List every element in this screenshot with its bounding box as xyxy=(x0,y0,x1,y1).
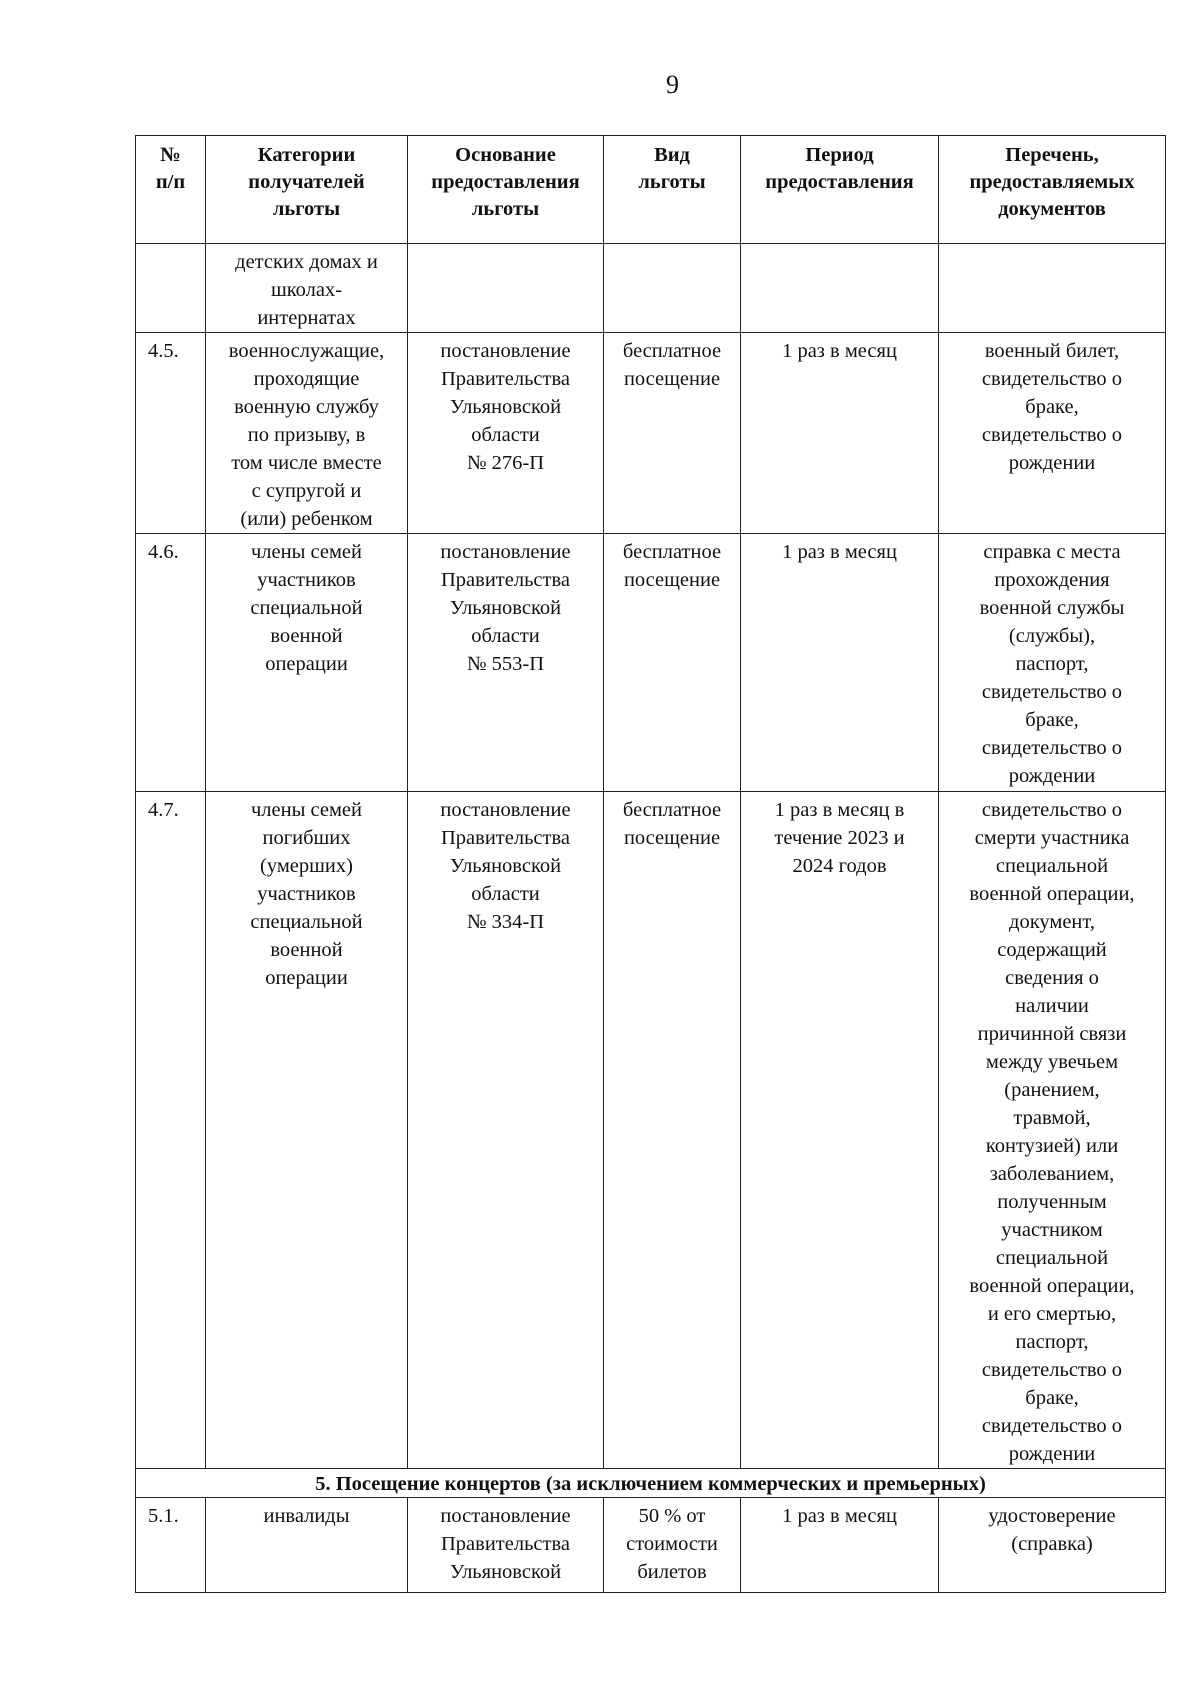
cell-line: стоимости xyxy=(626,1533,718,1555)
cell-line: между увечьем xyxy=(985,1051,1119,1073)
header-category xyxy=(206,136,408,244)
table-header-row xyxy=(136,136,1166,244)
cell-line: бесплатное xyxy=(622,799,722,821)
row-period xyxy=(741,792,939,1469)
cell-line: билетов xyxy=(637,1561,707,1583)
cell-line: (службы), xyxy=(1008,625,1096,647)
cell-line: проходящие xyxy=(253,368,360,390)
cell-line: получателей xyxy=(248,171,365,193)
cell-line: п/п xyxy=(155,171,186,193)
table-row xyxy=(136,534,1166,792)
cell-line: бесплатное xyxy=(622,340,722,362)
cell-line: предоставления xyxy=(431,171,580,193)
cell-line: интернатах xyxy=(257,307,356,329)
cell-line: свидетельство о xyxy=(981,737,1123,759)
row-type xyxy=(604,792,741,1469)
cell-line: Перечень, xyxy=(1005,144,1099,166)
row-documents xyxy=(939,534,1166,792)
row-basis xyxy=(408,792,604,1469)
cell-line: 2024 годов xyxy=(792,855,887,877)
cell-line: браке, xyxy=(1025,396,1079,418)
cell-line: 1 раз в месяц xyxy=(782,541,897,563)
benefits-table xyxy=(135,135,1166,1593)
cell-line: Правительства xyxy=(440,1533,570,1555)
row-period xyxy=(741,244,939,333)
cell-line: посещение xyxy=(623,569,721,591)
cell-line: льготы xyxy=(272,198,341,220)
cell-line: постановление xyxy=(440,340,571,362)
cell-line: прохождения xyxy=(994,569,1110,591)
cell-line: свидетельство о xyxy=(981,799,1123,821)
cell-line: военной xyxy=(270,625,343,647)
cell-line: полученным xyxy=(997,1191,1107,1213)
cell-line: детских домах и xyxy=(235,251,378,273)
cell-line: военной xyxy=(270,939,343,961)
cell-line: удостоверение xyxy=(988,1505,1116,1527)
cell-line: льготы xyxy=(471,198,540,220)
cell-line: свидетельство о xyxy=(981,681,1123,703)
row-documents xyxy=(939,792,1166,1469)
header-type xyxy=(604,136,741,244)
row-num: 4.7. xyxy=(136,792,206,1469)
row-category xyxy=(206,1498,408,1593)
row-type xyxy=(604,534,741,792)
cell-line: Правительства xyxy=(440,827,570,849)
section-5-title: 5. Посещение концертов (за исключением коммерческих и премьерных) xyxy=(136,1469,1166,1498)
cell-line: Правительства xyxy=(440,368,570,390)
cell-line: документ, xyxy=(1009,911,1095,933)
cell-line: 1 раз в месяц xyxy=(782,1505,897,1527)
cell-line: заболеванием, xyxy=(989,1163,1115,1185)
cell-line: погибших xyxy=(262,827,351,849)
cell-line: льготы xyxy=(638,171,706,193)
row-period xyxy=(741,534,939,792)
cell-line: Период xyxy=(805,144,874,166)
cell-line: рождении xyxy=(1008,1443,1096,1465)
table-row xyxy=(136,1498,1166,1593)
header-basis xyxy=(408,136,604,244)
cell-line: паспорт, xyxy=(1015,1331,1089,1353)
cell-line: Основание xyxy=(455,144,556,166)
cell-line: содержащий xyxy=(997,939,1107,961)
row-category xyxy=(206,792,408,1469)
cell-line: операции xyxy=(265,967,348,989)
cell-line: военной операции, xyxy=(969,1275,1135,1297)
header-num xyxy=(136,136,206,244)
cell-line: справка с места xyxy=(983,541,1121,563)
row-type xyxy=(604,333,741,534)
cell-line: травмой, xyxy=(1013,1107,1091,1129)
cell-line: специальной xyxy=(250,911,363,933)
page-number: 9 xyxy=(666,70,679,99)
table-row xyxy=(136,333,1166,534)
cell-line: и его смертью, xyxy=(987,1303,1117,1325)
cell-line: Ульяновской xyxy=(449,855,562,877)
cell-line: свидетельство о xyxy=(981,1359,1123,1381)
table-row xyxy=(136,244,1166,333)
cell-line: бесплатное xyxy=(622,541,722,563)
cell-line: военнослужащие, xyxy=(228,340,385,362)
cell-line: рождении xyxy=(1008,765,1096,787)
header-documents xyxy=(939,136,1166,244)
row-basis xyxy=(408,1498,604,1593)
cell-line: наличии xyxy=(1015,995,1089,1017)
cell-line: посещение xyxy=(623,368,721,390)
cell-line: с супругой и xyxy=(251,480,362,502)
cell-line: Ульяновской xyxy=(449,1561,562,1583)
row-num: 4.5. xyxy=(136,333,206,534)
row-documents xyxy=(939,1498,1166,1593)
cell-line: 50 % от xyxy=(638,1505,706,1527)
cell-line: браке, xyxy=(1025,1387,1079,1409)
cell-line: инвалиды xyxy=(263,1505,350,1527)
cell-line: специальной xyxy=(995,1247,1109,1269)
cell-line: военной операции, xyxy=(969,883,1135,905)
cell-line: Ульяновской xyxy=(449,396,562,418)
cell-line: свидетельство о xyxy=(981,424,1123,446)
cell-line: № xyxy=(160,144,181,166)
cell-line: сведения о xyxy=(1005,967,1099,989)
cell-line: том числе вместе xyxy=(231,452,382,474)
cell-line: области xyxy=(471,424,540,446)
cell-line: 1 раз в месяц xyxy=(782,340,897,362)
row-period xyxy=(741,1498,939,1593)
cell-line: операции xyxy=(265,653,348,675)
cell-line: смерти участника xyxy=(974,827,1130,849)
cell-line: предоставляемых xyxy=(969,171,1135,193)
cell-line: Вид xyxy=(654,144,690,166)
cell-line: (ранением, xyxy=(1004,1079,1100,1101)
cell-line: участником xyxy=(1001,1219,1103,1241)
cell-line: свидетельство о xyxy=(981,1415,1123,1437)
cell-line: свидетельство о xyxy=(981,368,1123,390)
row-num xyxy=(136,244,206,333)
row-basis xyxy=(408,244,604,333)
cell-line: специальной xyxy=(995,855,1109,877)
cell-line: Правительства xyxy=(440,569,570,591)
cell-line: предоставления xyxy=(765,171,914,193)
cell-line: члены семей xyxy=(251,541,362,563)
row-basis xyxy=(408,534,604,792)
cell-line: 1 раз в месяц в xyxy=(774,799,905,821)
table-row xyxy=(136,792,1166,1469)
cell-line: постановление xyxy=(440,541,571,563)
row-num: 5.1. xyxy=(136,1498,206,1593)
row-type xyxy=(604,244,741,333)
cell-line: (или) ребенком xyxy=(240,508,373,530)
cell-line: № 334-П xyxy=(466,911,545,933)
cell-line: члены семей xyxy=(251,799,362,821)
cell-line: (умерших) xyxy=(260,855,353,877)
cell-line: контузией) или xyxy=(985,1135,1119,1157)
cell-line: паспорт, xyxy=(1015,653,1089,675)
cell-line: рождении xyxy=(1008,452,1096,474)
cell-line: № 276-П xyxy=(466,452,545,474)
cell-line: Категории xyxy=(257,144,356,166)
cell-line: постановление xyxy=(440,799,571,821)
row-category xyxy=(206,534,408,792)
cell-line: № 553-П xyxy=(466,653,545,675)
cell-line: области xyxy=(471,883,540,905)
cell-line: школах- xyxy=(270,279,343,301)
cell-line: постановление xyxy=(440,1505,571,1527)
cell-line: участников xyxy=(257,569,356,591)
cell-line: посещение xyxy=(623,827,721,849)
row-period xyxy=(741,333,939,534)
cell-line: течение 2023 и xyxy=(774,827,905,849)
row-type xyxy=(604,1498,741,1593)
cell-line: по призыву, в xyxy=(247,424,366,446)
section-header-row xyxy=(136,1469,1166,1498)
row-basis xyxy=(408,333,604,534)
row-documents xyxy=(939,333,1166,534)
row-documents xyxy=(939,244,1166,333)
cell-line: специальной xyxy=(250,597,363,619)
cell-line: причинной связи xyxy=(977,1023,1127,1045)
row-num: 4.6. xyxy=(136,534,206,792)
cell-line: военный билет, xyxy=(984,340,1120,362)
header-period xyxy=(741,136,939,244)
cell-line: военную службу xyxy=(234,396,379,418)
cell-line: военной службы xyxy=(979,597,1125,619)
cell-line: браке, xyxy=(1025,709,1079,731)
cell-line: Ульяновской xyxy=(449,597,562,619)
cell-line: (справка) xyxy=(1011,1533,1093,1555)
row-category xyxy=(206,244,408,333)
cell-line: области xyxy=(471,625,540,647)
row-category xyxy=(206,333,408,534)
cell-line: документов xyxy=(998,198,1106,220)
cell-line: участников xyxy=(257,883,356,905)
